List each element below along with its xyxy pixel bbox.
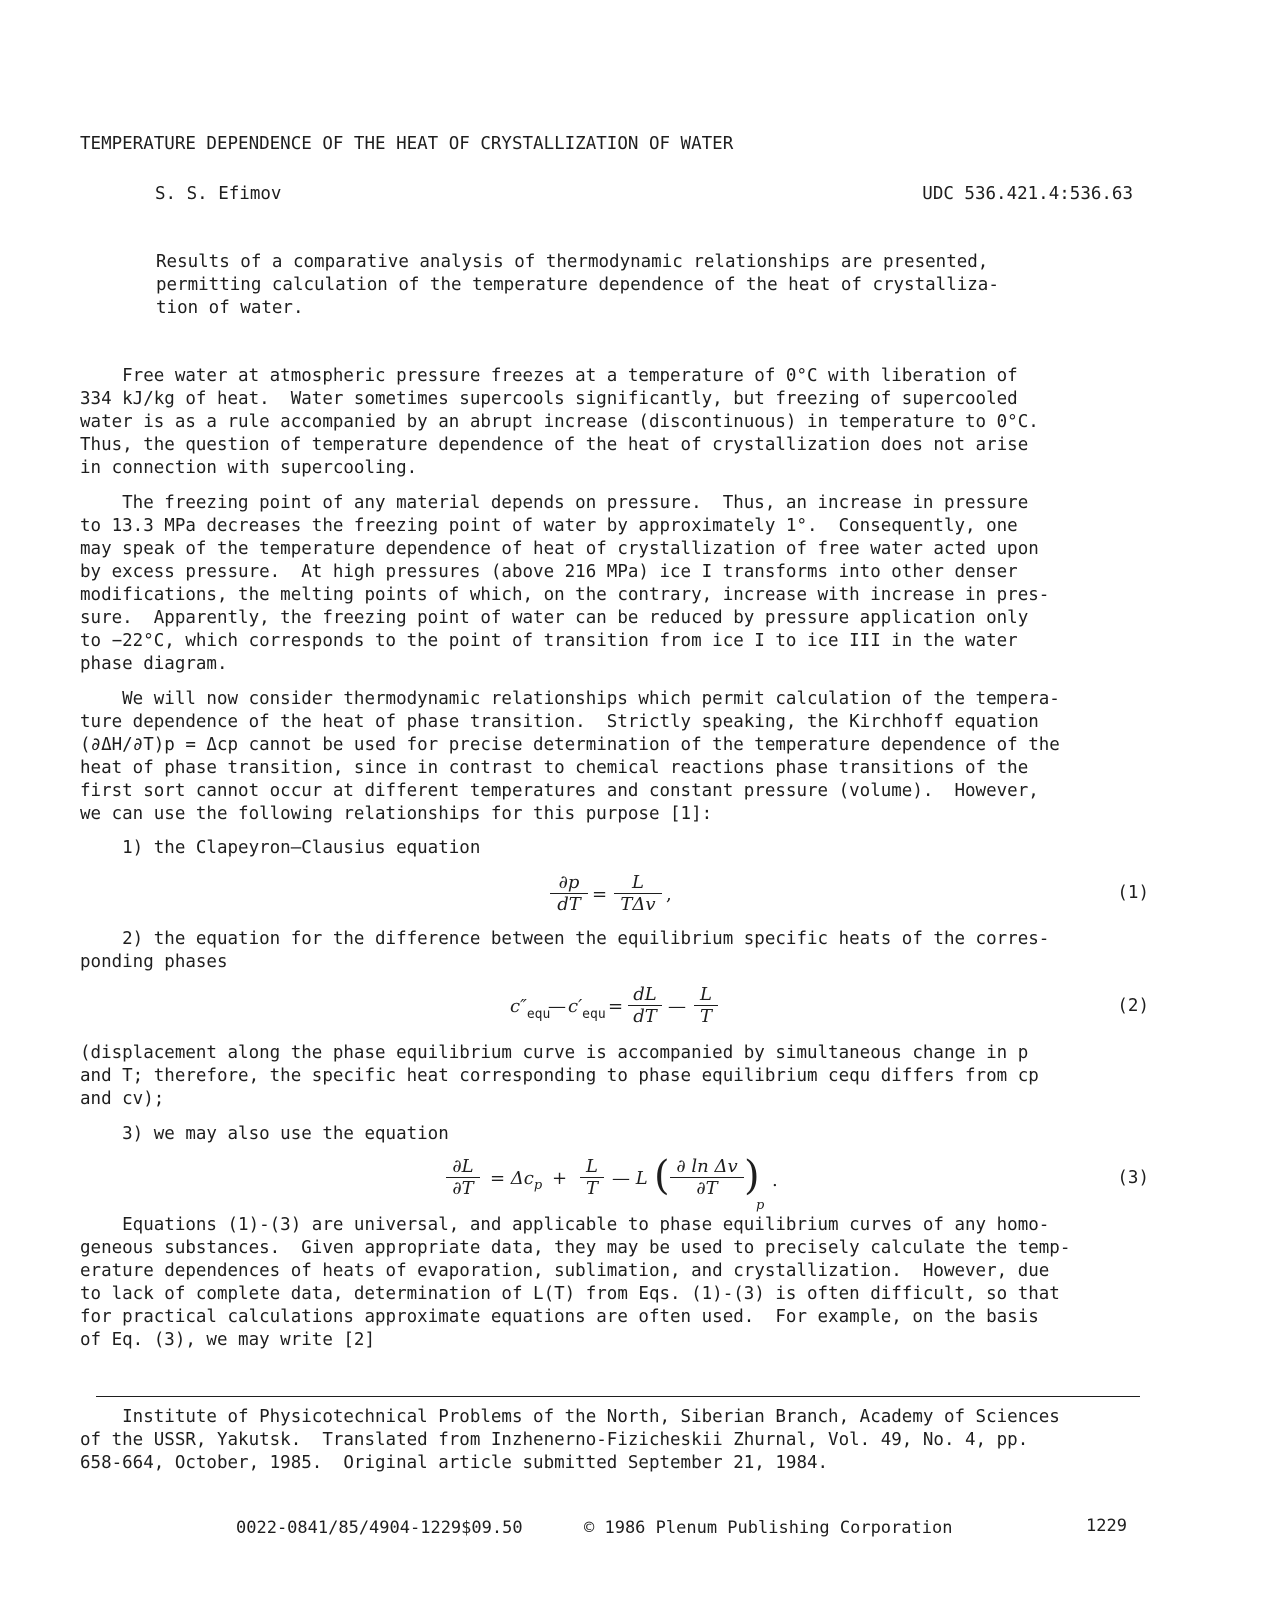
minus-L-term: — L (612, 1168, 648, 1189)
denominator: dT (633, 1006, 657, 1027)
udc-code: UDC 536.421.4:536.63 (922, 184, 1133, 204)
numerator: dL (633, 984, 657, 1005)
text-line: 334 kJ/kg of heat. Water sometimes supercools significantly, but freezing of supercooled (80, 389, 1018, 409)
lhs-term-a: $c''_{equ}$ (510, 996, 551, 1022)
page-number: 1229 (1086, 1516, 1127, 1536)
plus-sign: + (552, 1168, 568, 1189)
right-paren: ) (744, 1153, 760, 1199)
denominator: TΔv (620, 894, 656, 915)
fraction (446, 1156, 480, 1199)
text-line: water is as a rule accompanied by an abrupt increase (discontinuous) in temperature to 0°C. (80, 412, 1039, 432)
text-line: Free water at atmospheric pressure freezes at a temperature of 0°C with liberation of (80, 366, 1018, 386)
text-line: may speak of the temperature dependence of heat of crystallization of free water acted upon (80, 539, 1039, 559)
text-line: modifications, the melting points of which, on the contrary, increase with increase in pres- (80, 585, 1050, 605)
fraction (628, 984, 662, 1027)
text-line: of Eq. (3), we may write [2] (80, 1330, 376, 1350)
delta-cp-term: = $\Delta c_p$ (490, 1168, 543, 1193)
paper-title: TEMPERATURE DEPENDENCE OF THE HEAT OF CRYSTALLIZATION OF WATER (80, 134, 734, 154)
minus-sign: — (548, 996, 566, 1017)
period: . (772, 1170, 778, 1191)
footnote-line: Institute of Physicotechnical Problems of the North, Siberian Branch, Academy of Sciences (80, 1407, 1060, 1427)
text-line: sure. Apparently, the freezing point of water can be reduced by pressure application only (80, 608, 1029, 628)
equals-sign: = (592, 884, 608, 905)
fraction (614, 872, 662, 915)
footnote-line: 658-664, October, 1985. Original article submitted September 21, 1984. (80, 1453, 829, 1473)
text-line: and cv); (80, 1089, 165, 1109)
text-line: to 13.3 MPa decreases the freezing point of water by approximately 1°. Consequently, one (80, 516, 1018, 536)
text-line: to lack of complete data, determination of L(T) from Eqs. (1)-(3) is often difficult, so that (80, 1284, 1060, 1304)
text-line: and T; therefore, the specific heat corresponding to phase equilibrium cequ differs from cp (80, 1066, 1039, 1086)
author: S. S. Efimov (155, 184, 282, 204)
numerator: ∂p (558, 872, 580, 893)
text-line: We will now consider thermodynamic relationships which permit calculation of the tempera- (80, 689, 1060, 709)
text-line: The freezing point of any material depends on pressure. Thus, an increase in pressure (80, 493, 1029, 513)
list-item-3: 3) we may also use the equation (80, 1124, 449, 1144)
equals-sign: = (608, 996, 624, 1017)
list-item-1: 1) the Clapeyron—Clausius equation (80, 838, 481, 858)
text-line: (displacement along the phase equilibrium curve is accompanied by simultaneous change in p (80, 1043, 1029, 1063)
fraction (550, 872, 588, 915)
numerator: L (586, 1156, 598, 1177)
text-line: phase diagram. (80, 654, 228, 674)
subscript-p: p (756, 1198, 765, 1213)
left-paren: ( (654, 1153, 670, 1199)
text-line: we can use the following relationships for this purpose [1]: (80, 804, 713, 824)
text-line: geneous substances. Given appropriate data, they may be used to precisely calculate the temp- (80, 1238, 1071, 1258)
abstract-line: Results of a comparative analysis of thermodynamic relationships are presented, (156, 252, 989, 272)
text-line: Equations (1)-(3) are universal, and applicable to phase equilibrium curves of any homo- (80, 1215, 1050, 1235)
equation-number: (3) (1117, 1168, 1149, 1188)
abstract-line: tion of water. (156, 298, 304, 318)
footnote-line: of the USSR, Yakutsk. Translated from Inzhenerno-Fizicheskii Zhurnal, Vol. 49, No. 4, pp. (80, 1430, 1029, 1450)
fraction (694, 984, 718, 1027)
denominator: ∂T (452, 1178, 474, 1199)
text-line: Thus, the question of temperature dependence of the heat of crystallization does not arise (80, 435, 1029, 455)
comma: , (666, 884, 672, 905)
text-line: heat of phase transition, since in contrast to chemical reactions phase transitions of the (80, 758, 1029, 778)
text-line: ture dependence of the heat of phase transition. Strictly speaking, the Kirchhoff equation (80, 712, 1039, 732)
text-line: by excess pressure. At high pressures (above 216 MPa) ice I transforms into other denser (80, 562, 1018, 582)
text-line: for practical calculations approximate equations are often used. For example, on the basis (80, 1307, 1039, 1327)
numerator: ∂L (452, 1156, 474, 1177)
denominator: T (585, 1178, 598, 1199)
lhs-term-b: $c'_{equ}$ (568, 996, 606, 1022)
text-line: to −22°C, which corresponds to the point of transition from ice I to ice III in the water (80, 631, 1018, 651)
footnote-divider (96, 1396, 1140, 1397)
text-line: first sort cannot occur at different temperatures and constant pressure (volume). However, (80, 781, 1039, 801)
article-code: 0022-0841/85/4904-1229$09.50 (236, 1518, 523, 1538)
fraction (580, 1156, 604, 1199)
denominator: dT (557, 894, 581, 915)
text-line: in connection with supercooling. (80, 458, 418, 478)
minus-sign: — (668, 996, 686, 1017)
copyright: © 1986 Plenum Publishing Corporation (584, 1518, 953, 1538)
equation-number: (1) (1117, 883, 1149, 903)
numerator: L (632, 872, 644, 893)
text-line: (∂ΔH/∂T)p = Δcp cannot be used for precise determination of the temperature dependence of the (80, 735, 1060, 755)
denominator: ∂T (696, 1178, 718, 1199)
numerator: ∂ ln Δv (676, 1156, 738, 1177)
equation-number: (2) (1117, 996, 1149, 1016)
abstract-line: permitting calculation of the temperature dependence of the heat of crystalliza- (156, 275, 999, 295)
list-item-2: 2) the equation for the difference between the equilibrium specific heats of the corres- (80, 929, 1050, 949)
denominator: T (699, 1006, 712, 1027)
list-item-2-cont: ponding phases (80, 952, 228, 972)
fraction (670, 1156, 744, 1199)
numerator: L (700, 984, 712, 1005)
text-line: erature dependences of heats of evaporation, sublimation, and crystallization. However, due (80, 1261, 1050, 1281)
